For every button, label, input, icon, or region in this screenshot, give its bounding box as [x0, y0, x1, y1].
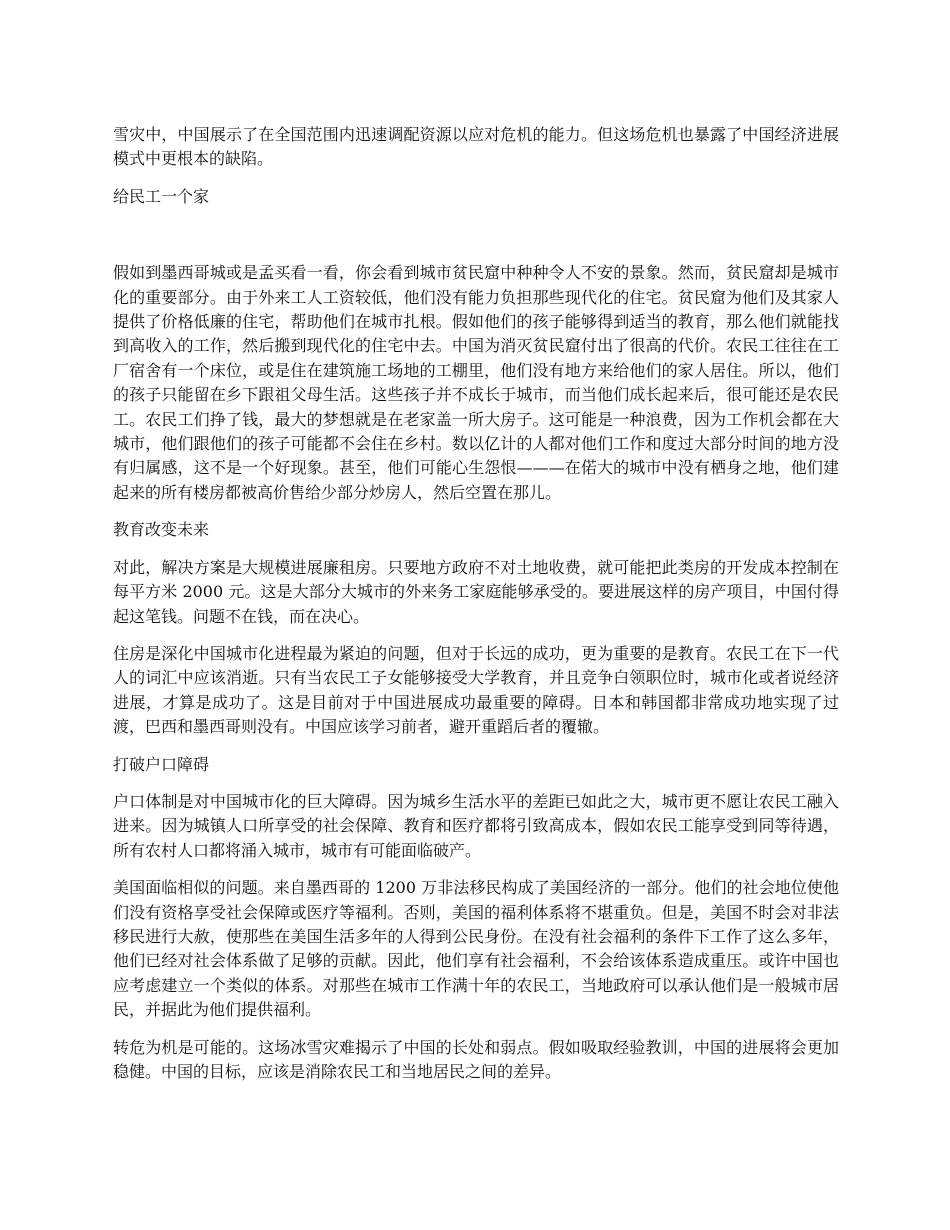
paragraph-hukou: 户口体制是对中国城市化的巨大障碍。因为城乡生活水平的差距已如此之大，城市更不愿让农民工融入进来。因为城镇人口所享受的社会保障、教育和医疗都将引致高成本，假如农民工能享受到同等待遇，所有农村人口都将涌入城市，城市有可能面临破产。 [113, 791, 839, 860]
paragraph-education: 住房是深化中国城市化进程最为紧迫的问题，但对于长远的成功，更为重要的是教育。农民工在下一代人的词汇中应该消逝。只有当农民工子女能够接受大学教育，并且竞争白领职位时，城市化或者说经济进展，才算是成功了。这是目前对于中国进展成功最重要的障碍。日本和韩国都非常成功地实现了过渡，巴西和墨西哥则没有。中国应该学习前者，避开重蹈后者的覆辙。 [113, 643, 839, 737]
paragraph-intro: 雪灾中，中国展示了在全国范围内迅速调配资源以应对危机的能力。但这场危机也暴露了中国经济进展模式中更根本的缺陷。 [113, 125, 839, 169]
paragraph-housing: 对此，解决方案是大规模进展廉租房。只要地方政府不对土地收费，就可能把此类房的开发成本控制在每平方米 2000 元。这是大部分大城市的外来务工家庭能够承受的。要进展这样的房产项目，中国付得起这笔钱。问题不在钱，而在决心。 [113, 557, 839, 626]
section-heading-home: 给民工一个家 [113, 186, 210, 206]
paragraph-usa: 美国面临相似的问题。来自墨西哥的 1200 万非法移民构成了美国经济的一部分。他们的社会地位使他们没有资格享受社会保障或医疗等福利。否则，美国的福利体系将不堪重负。但是，美国不时会对非法移民进行大赦，使那些在美国生活多年的人得到公民身份。在没有社会福利的条件下工作了这么多年，他们已经对社会体系做了足够的贡献。因此，他们享有社会福利，不会给该体系造成重压。或许中国也应考虑建立一个类似的体系。对那些在城市工作满十年的农民工，当地政府可以承认他们是一般城市居民，并据此为他们提供福利。 [113, 878, 839, 1020]
document-page [113, 123, 839, 1097]
paragraph-conclusion: 转危为机是可能的。这场冰雪灾难揭示了中国的长处和弱点。假如吸取经验教训，中国的进展将会更加稳健。中国的目标，应该是消除农民工和当地居民之间的差异。 [113, 1037, 839, 1081]
section-heading-hukou: 打破户口障碍 [113, 754, 210, 774]
paragraph-slums: 假如到墨西哥城或是孟买看一看，你会看到城市贫民窟中种种令人不安的景象。然而，贫民窟却是城市化的重要部分。由于外来工人工资较低，他们没有能力负担那些现代化的住宅。贫民窟为他们及其家人提供了价格低廉的住宅，帮助他们在城市扎根。假如他们的孩子能够得到适当的教育，那么他们就能找到高收入的工作，然后搬到现代化的住宅中去。中国为消灭贫民窟付出了很高的代价。农民工往往在工厂宿舍有一个床位，或是住在建筑施工场地的工棚里，他们没有地方来给他们的家人居住。所以，他们的孩子只能留在乡下跟祖父母生活。这些孩子并不成长于城市，而当他们成长起来后，很可能还是农民工。农民工们挣了钱，最大的梦想就是在老家盖一所大房子。这可能是一种浪费，因为工作机会都在大城市，他们跟他们的孩子可能都不会住在乡村。数以亿计的人都对他们工作和度过大部分时间的地方没有归属感，这不是一个好现象。甚至，他们可能心生怨恨———在偌大的城市中没有栖身之地，他们建起来的所有楼房都被高价售给少部分炒房人，然后空置在那儿。 [113, 263, 839, 502]
section-heading-education: 教育改变未来 [113, 520, 210, 540]
